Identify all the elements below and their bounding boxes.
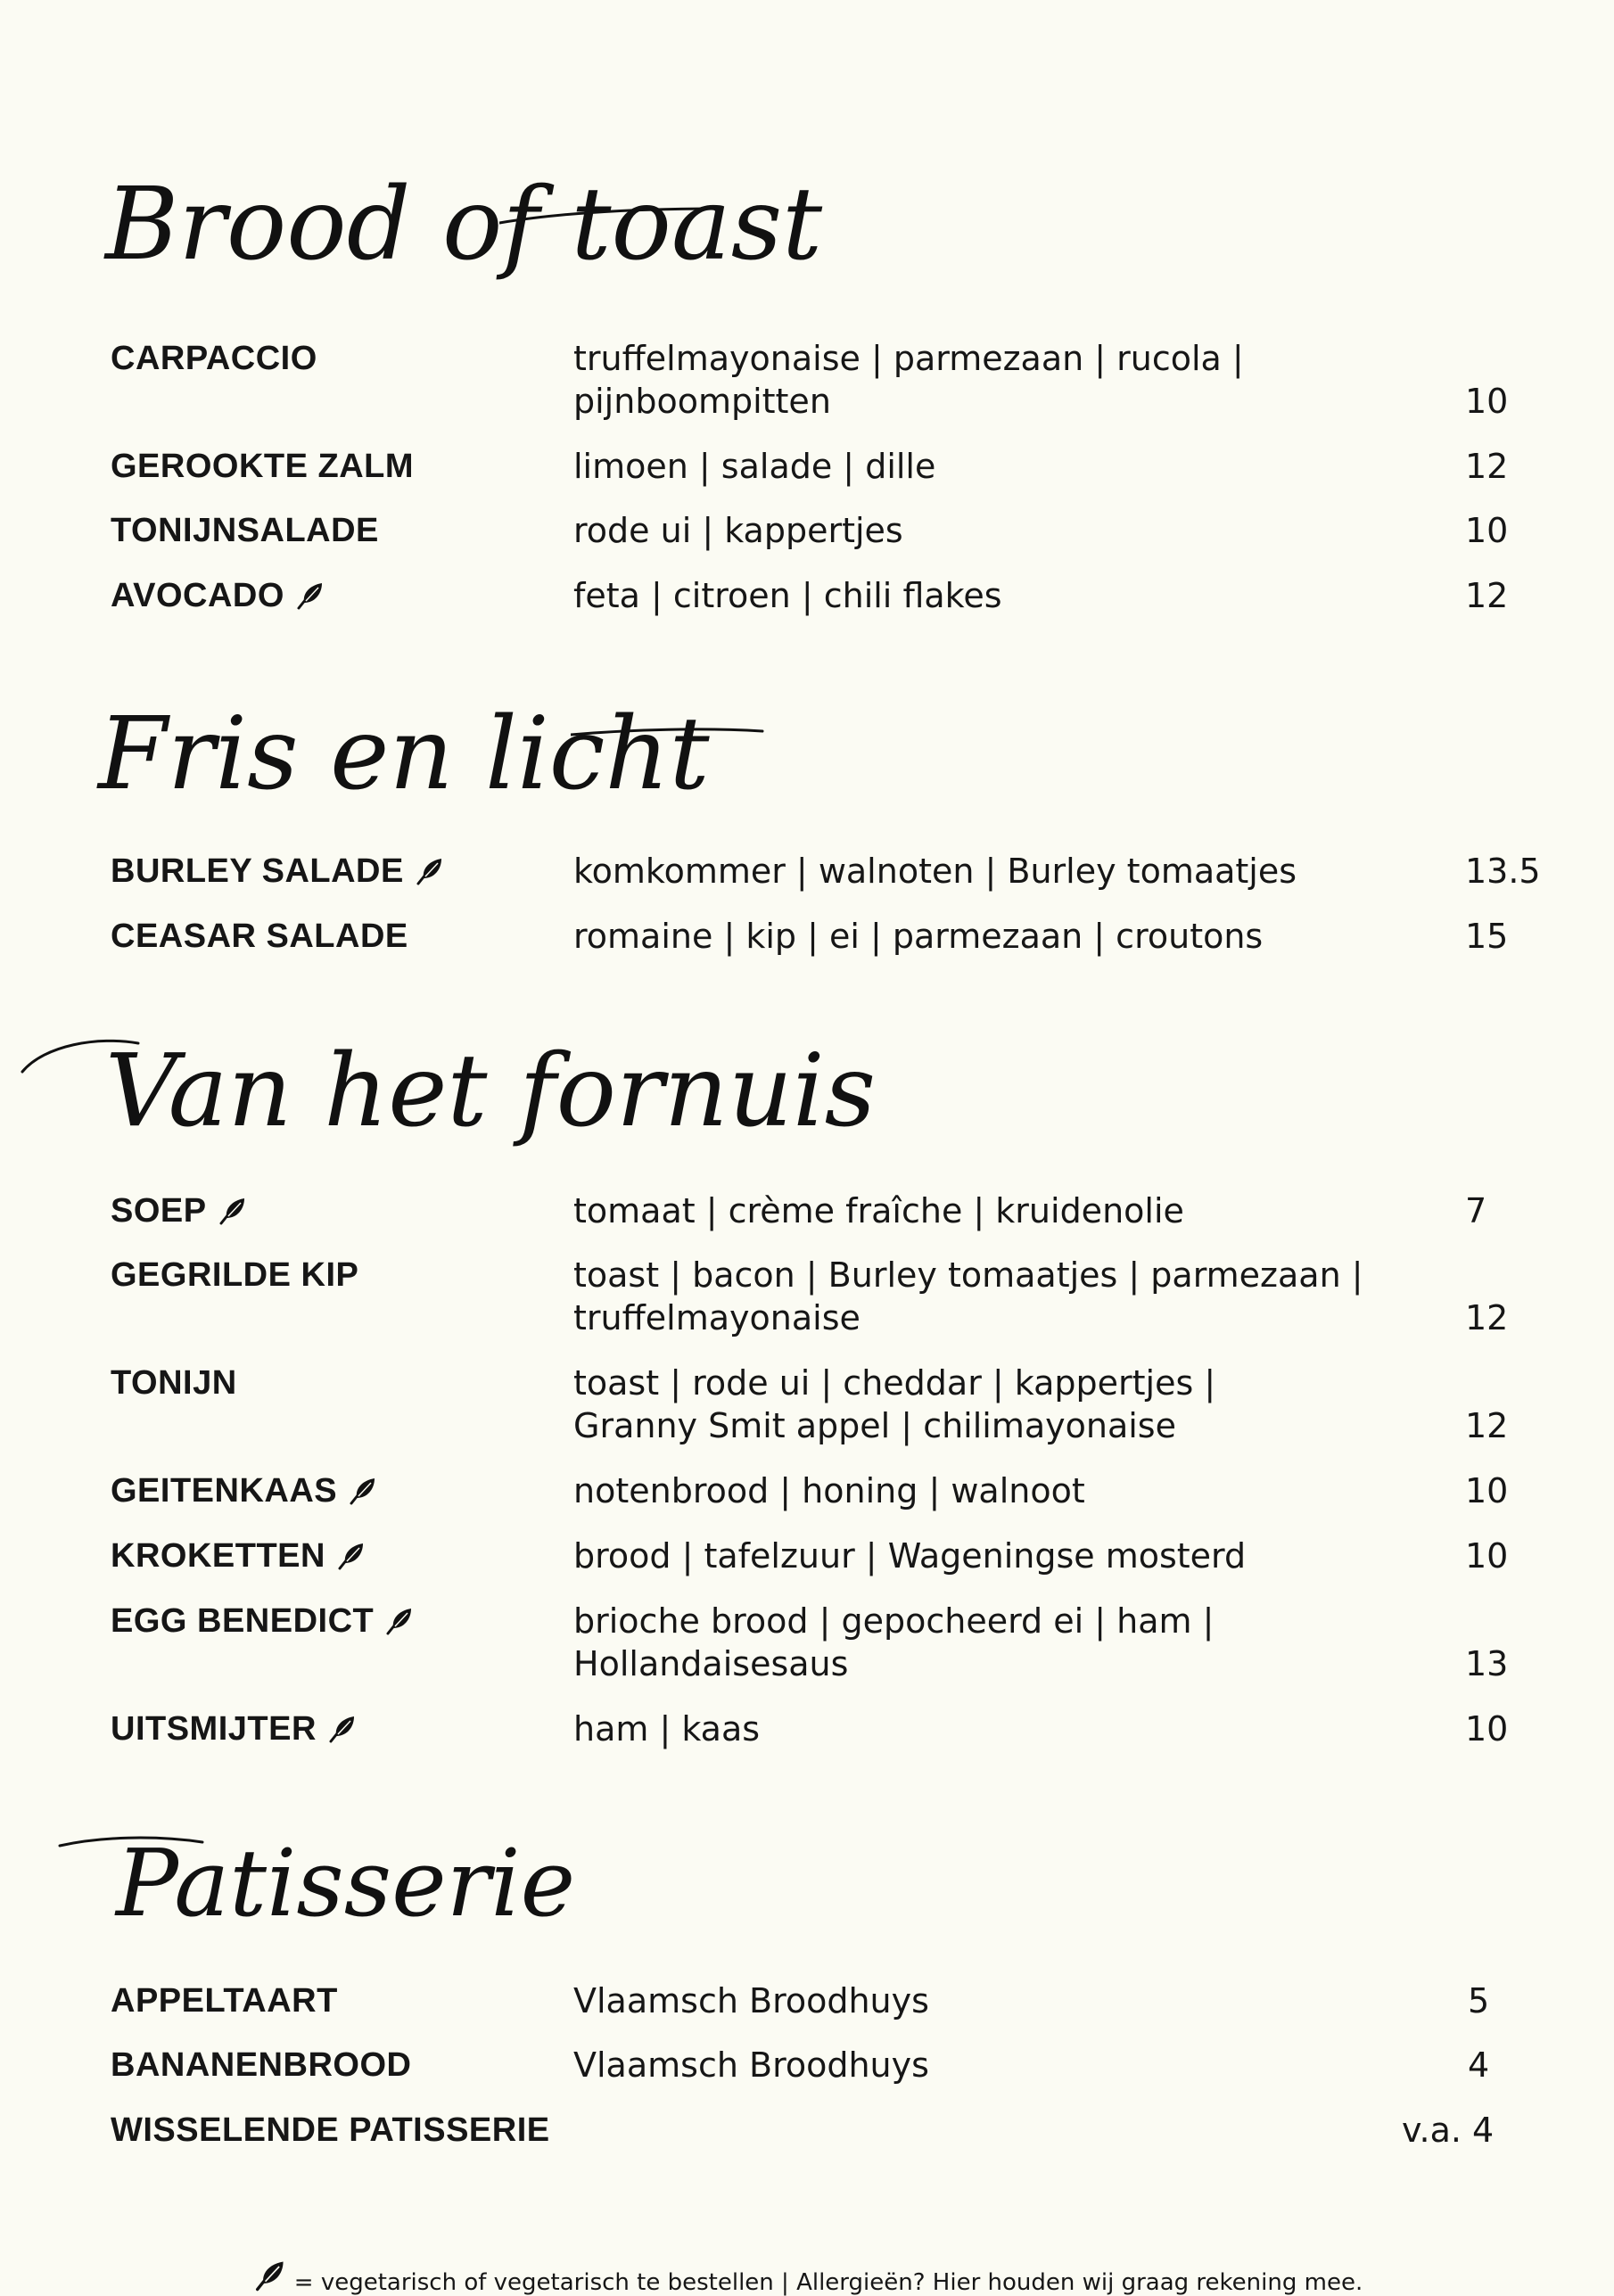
menu-item-description: rode ui | kappertjes	[573, 511, 903, 550]
title-flourish	[571, 720, 767, 747]
menu-item-name: UITSMIJTER	[111, 1708, 358, 1750]
menu-item-name: GEITENKAAS	[111, 1469, 378, 1512]
menu-item-name: TONIJNSALADE	[111, 512, 379, 549]
menu-item-name: GEGRILDE KIP	[111, 1256, 359, 1294]
leaf-icon	[346, 1475, 378, 1507]
menu-item-description: notenbrood | honing | walnoot	[573, 1471, 1085, 1510]
menu-item-name: EGG BENEDICT	[111, 1600, 415, 1642]
menu-item-name: CEASAR SALADE	[111, 918, 408, 955]
menu-item-price: 12	[1465, 1406, 1509, 1445]
menu-item-name: CARPACCIO	[111, 340, 317, 377]
menu-item-price: 10	[1465, 1709, 1509, 1749]
leaf-icon	[334, 1540, 366, 1572]
menu-item-price: 15	[1465, 917, 1509, 956]
menu-item-description: limoen | salade | dille	[573, 447, 936, 486]
title-flourish	[499, 203, 722, 230]
menu-item-name: KROKETTEN	[111, 1535, 366, 1577]
leaf-icon	[413, 855, 445, 887]
leaf-icon	[216, 1195, 248, 1227]
menu-item-price: 10	[1465, 1536, 1509, 1576]
leaf-icon	[251, 2258, 287, 2293]
menu-item-price: 12	[1465, 447, 1509, 486]
menu-item-description: tomaat | crème fraîche | kruidenolie	[573, 1191, 1184, 1230]
menu-item-name: BANANENBROOD	[111, 2046, 412, 2084]
menu-item-name: TONIJN	[111, 1364, 237, 1402]
menu-item-price: 10	[1465, 1471, 1509, 1510]
menu-item-price: 12	[1465, 1298, 1509, 1337]
menu-item-name: BURLEY SALADE	[111, 850, 445, 893]
menu-item-name: APPELTAART	[111, 1982, 338, 2020]
section-title-fris-en-licht: Fris en licht	[98, 696, 710, 812]
menu-item-description: toast | rode ui | cheddar | kappertjes | Granny Smit appel | chilimayonaise	[573, 1363, 1216, 1445]
section-title-van-het-fornuis: Van het fornuis	[105, 1033, 877, 1149]
menu-item-description: toast | bacon | Burley tomaatjes | parmezaan | truffelmayonaise	[573, 1255, 1363, 1337]
leaf-icon	[325, 1713, 358, 1745]
section-title-brood-of-toast: Brood of toast	[105, 167, 823, 283]
menu-item-name: SOEP	[111, 1189, 248, 1232]
menu-item-price: 5	[1468, 1981, 1490, 2020]
menu-item-price: v.a. 4	[1402, 2111, 1495, 2150]
menu-item-price: 4	[1468, 2045, 1490, 2085]
menu-item-description: feta | citroen | chili flakes	[573, 576, 1002, 615]
menu-item-price: 12	[1465, 576, 1509, 615]
menu-item-name: WISSELENDE PATISSERIE	[111, 2111, 550, 2149]
menu-item-description: brood | tafelzuur | Wageningse mosterd	[573, 1536, 1247, 1576]
menu-item-price: 10	[1465, 382, 1509, 421]
legend-text: = vegetarisch of vegetarisch te bestellen | Allergieën? Hier houden wij graag rekening mee.	[293, 2269, 1363, 2296]
menu-item-description: Vlaamsch Broodhuys	[573, 2045, 929, 2085]
leaf-icon	[383, 1605, 415, 1637]
menu-item-description: romaine | kip | ei | parmezaan | croutons	[573, 917, 1264, 956]
menu-item-price: 10	[1465, 511, 1509, 550]
menu-item-price: 13.5	[1465, 852, 1541, 891]
menu-item-price: 13	[1465, 1644, 1509, 1683]
menu-item-description: ham | kaas	[573, 1709, 761, 1749]
menu-item-description: truffelmayonaise | parmezaan | rucola | pijnboompitten	[573, 339, 1244, 421]
section-title-patisserie: Patisserie	[116, 1829, 576, 1938]
menu-item-name: GEROOKTE ZALM	[111, 448, 415, 485]
menu-item-name: AVOCADO	[111, 574, 325, 617]
menu-item-description: Vlaamsch Broodhuys	[573, 1981, 929, 2020]
footer-legend	[0, 2258, 1614, 2296]
menu-item-description: komkommer | walnoten | Burley tomaatjes	[573, 852, 1297, 891]
menu-item-price: 7	[1465, 1191, 1487, 1230]
menu-item-description: brioche brood | gepocheerd ei | ham | Hollandaisesaus	[573, 1601, 1215, 1683]
leaf-icon	[293, 580, 325, 612]
